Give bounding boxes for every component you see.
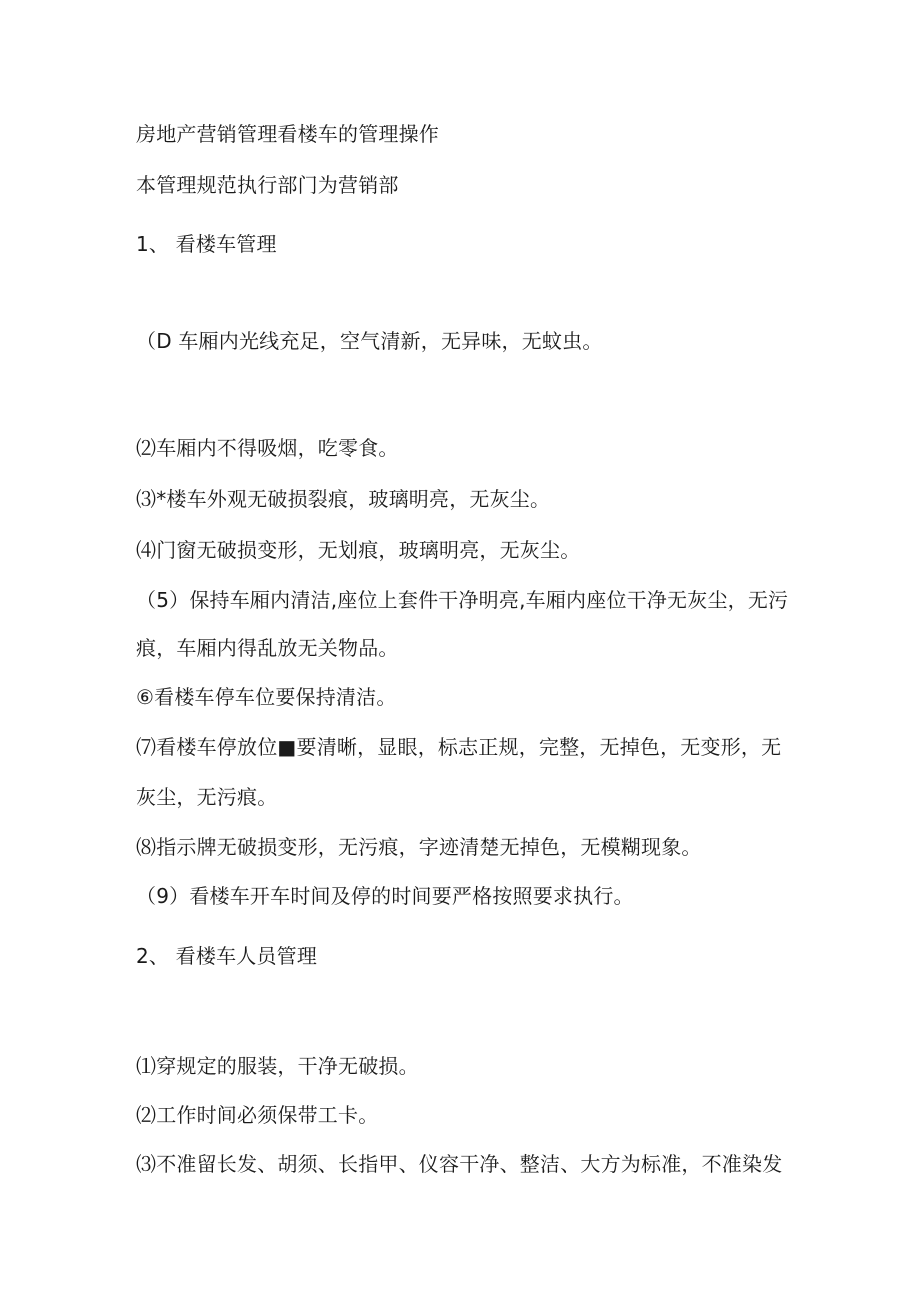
section1-item-7-cont: 灰尘，无污痕。 xyxy=(136,785,278,809)
section1-item-1: （D 车厢内光线充足，空气清新，无异味，无蚊虫。 xyxy=(136,329,603,353)
section1-item-2: ⑵车厢内不得吸烟，吃零食。 xyxy=(136,436,399,460)
section2-heading: 2、 看楼车人员管理 xyxy=(136,944,318,968)
section2-item-1: ⑴穿规定的服装，干净无破损。 xyxy=(136,1054,419,1078)
section1-item-8: ⑻指示牌无破损变形，无污痕，字迹清楚无掉色，无模糊现象。 xyxy=(136,835,702,859)
dept-note: 本管理规范执行部门为营销部 xyxy=(136,173,399,197)
doc-title: 房地产营销管理看楼车的管理操作 xyxy=(136,122,439,146)
section1-item-5-cont: 痕，车厢内得乱放无关物品。 xyxy=(136,636,399,660)
section1-item-9: （9）看楼车开车时间及停的时间要严格按照要求执行。 xyxy=(136,884,634,908)
section1-item-7: ⑺看楼车停放位■要清晰，显眼，标志正规，完整，无掉色，无变形，无 xyxy=(136,735,782,759)
section1-item-3: ⑶*楼车外观无破损裂痕，玻璃明亮，无灰尘。 xyxy=(136,487,551,511)
section2-item-3: ⑶不准留长发、胡须、长指甲、仪容干净、整洁、大方为标准，不准染发 xyxy=(136,1152,783,1176)
section1-heading: 1、 看楼车管理 xyxy=(136,232,277,256)
section1-item-4: ⑷门窗无破损变形，无划痕，玻璃明亮，无灰尘。 xyxy=(136,538,581,562)
section1-item-5: （5）保持车厢内清洁,座位上套件干净明亮,车厢内座位干净无灰尘，无污 xyxy=(136,588,789,612)
section1-item-6: ⑥看楼车停车位要保持清洁。 xyxy=(136,685,397,709)
section2-item-2: ⑵工作时间必须保带工卡。 xyxy=(136,1103,379,1127)
